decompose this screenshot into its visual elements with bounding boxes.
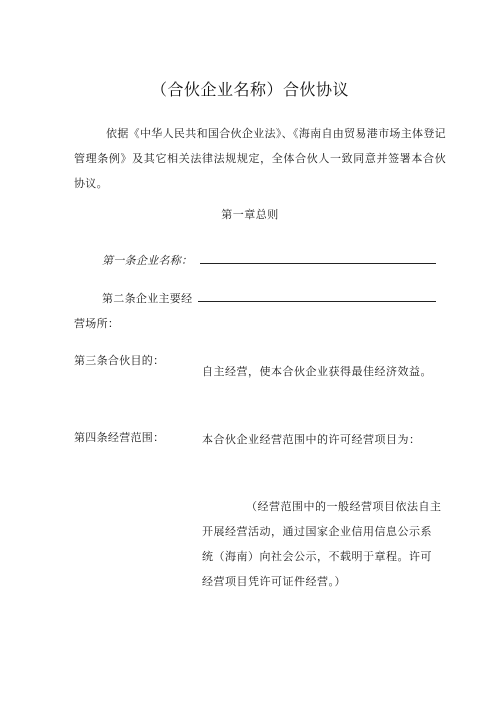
business-address-blank-line xyxy=(198,291,436,302)
agreement-title: （合伙企业名称）合伙协议 xyxy=(150,80,349,99)
chapter-heading: 第一章总则 xyxy=(221,208,279,221)
article-3-label: 第三条合伙目的： xyxy=(74,354,165,367)
article-2 xyxy=(102,290,436,306)
article-4-text: 本合伙企业经营范围中的许可经营项目为： xyxy=(202,433,421,446)
intro-paragraph: 依据《中华人民共和国合伙企业法》、《海南自由贸易港市场主体登记管理条例》及其它相关法律法规规定，全体合伙人一致同意并签署本合伙协议。 xyxy=(74,127,446,190)
article-2-label: 第二条企业主要经 xyxy=(102,292,193,305)
article-4-note: （经营范围中的一般经营项目依法自主开展经营活动，通过国家企业信用信息公示系统（海南）向社会公示，不载明于章程。许可经营项目凭许可证件经营。） xyxy=(202,500,442,588)
article-1-label: 第一条企业名称： xyxy=(102,254,193,267)
article-1 xyxy=(102,252,436,268)
article-3-text: 自主经营，使本合伙企业获得最佳经济效益。 xyxy=(202,365,432,378)
article-2-continuation: 营场所： xyxy=(74,317,120,330)
company-name-blank-line xyxy=(200,253,436,264)
article-4-label: 第四条经营范围： xyxy=(74,431,165,444)
